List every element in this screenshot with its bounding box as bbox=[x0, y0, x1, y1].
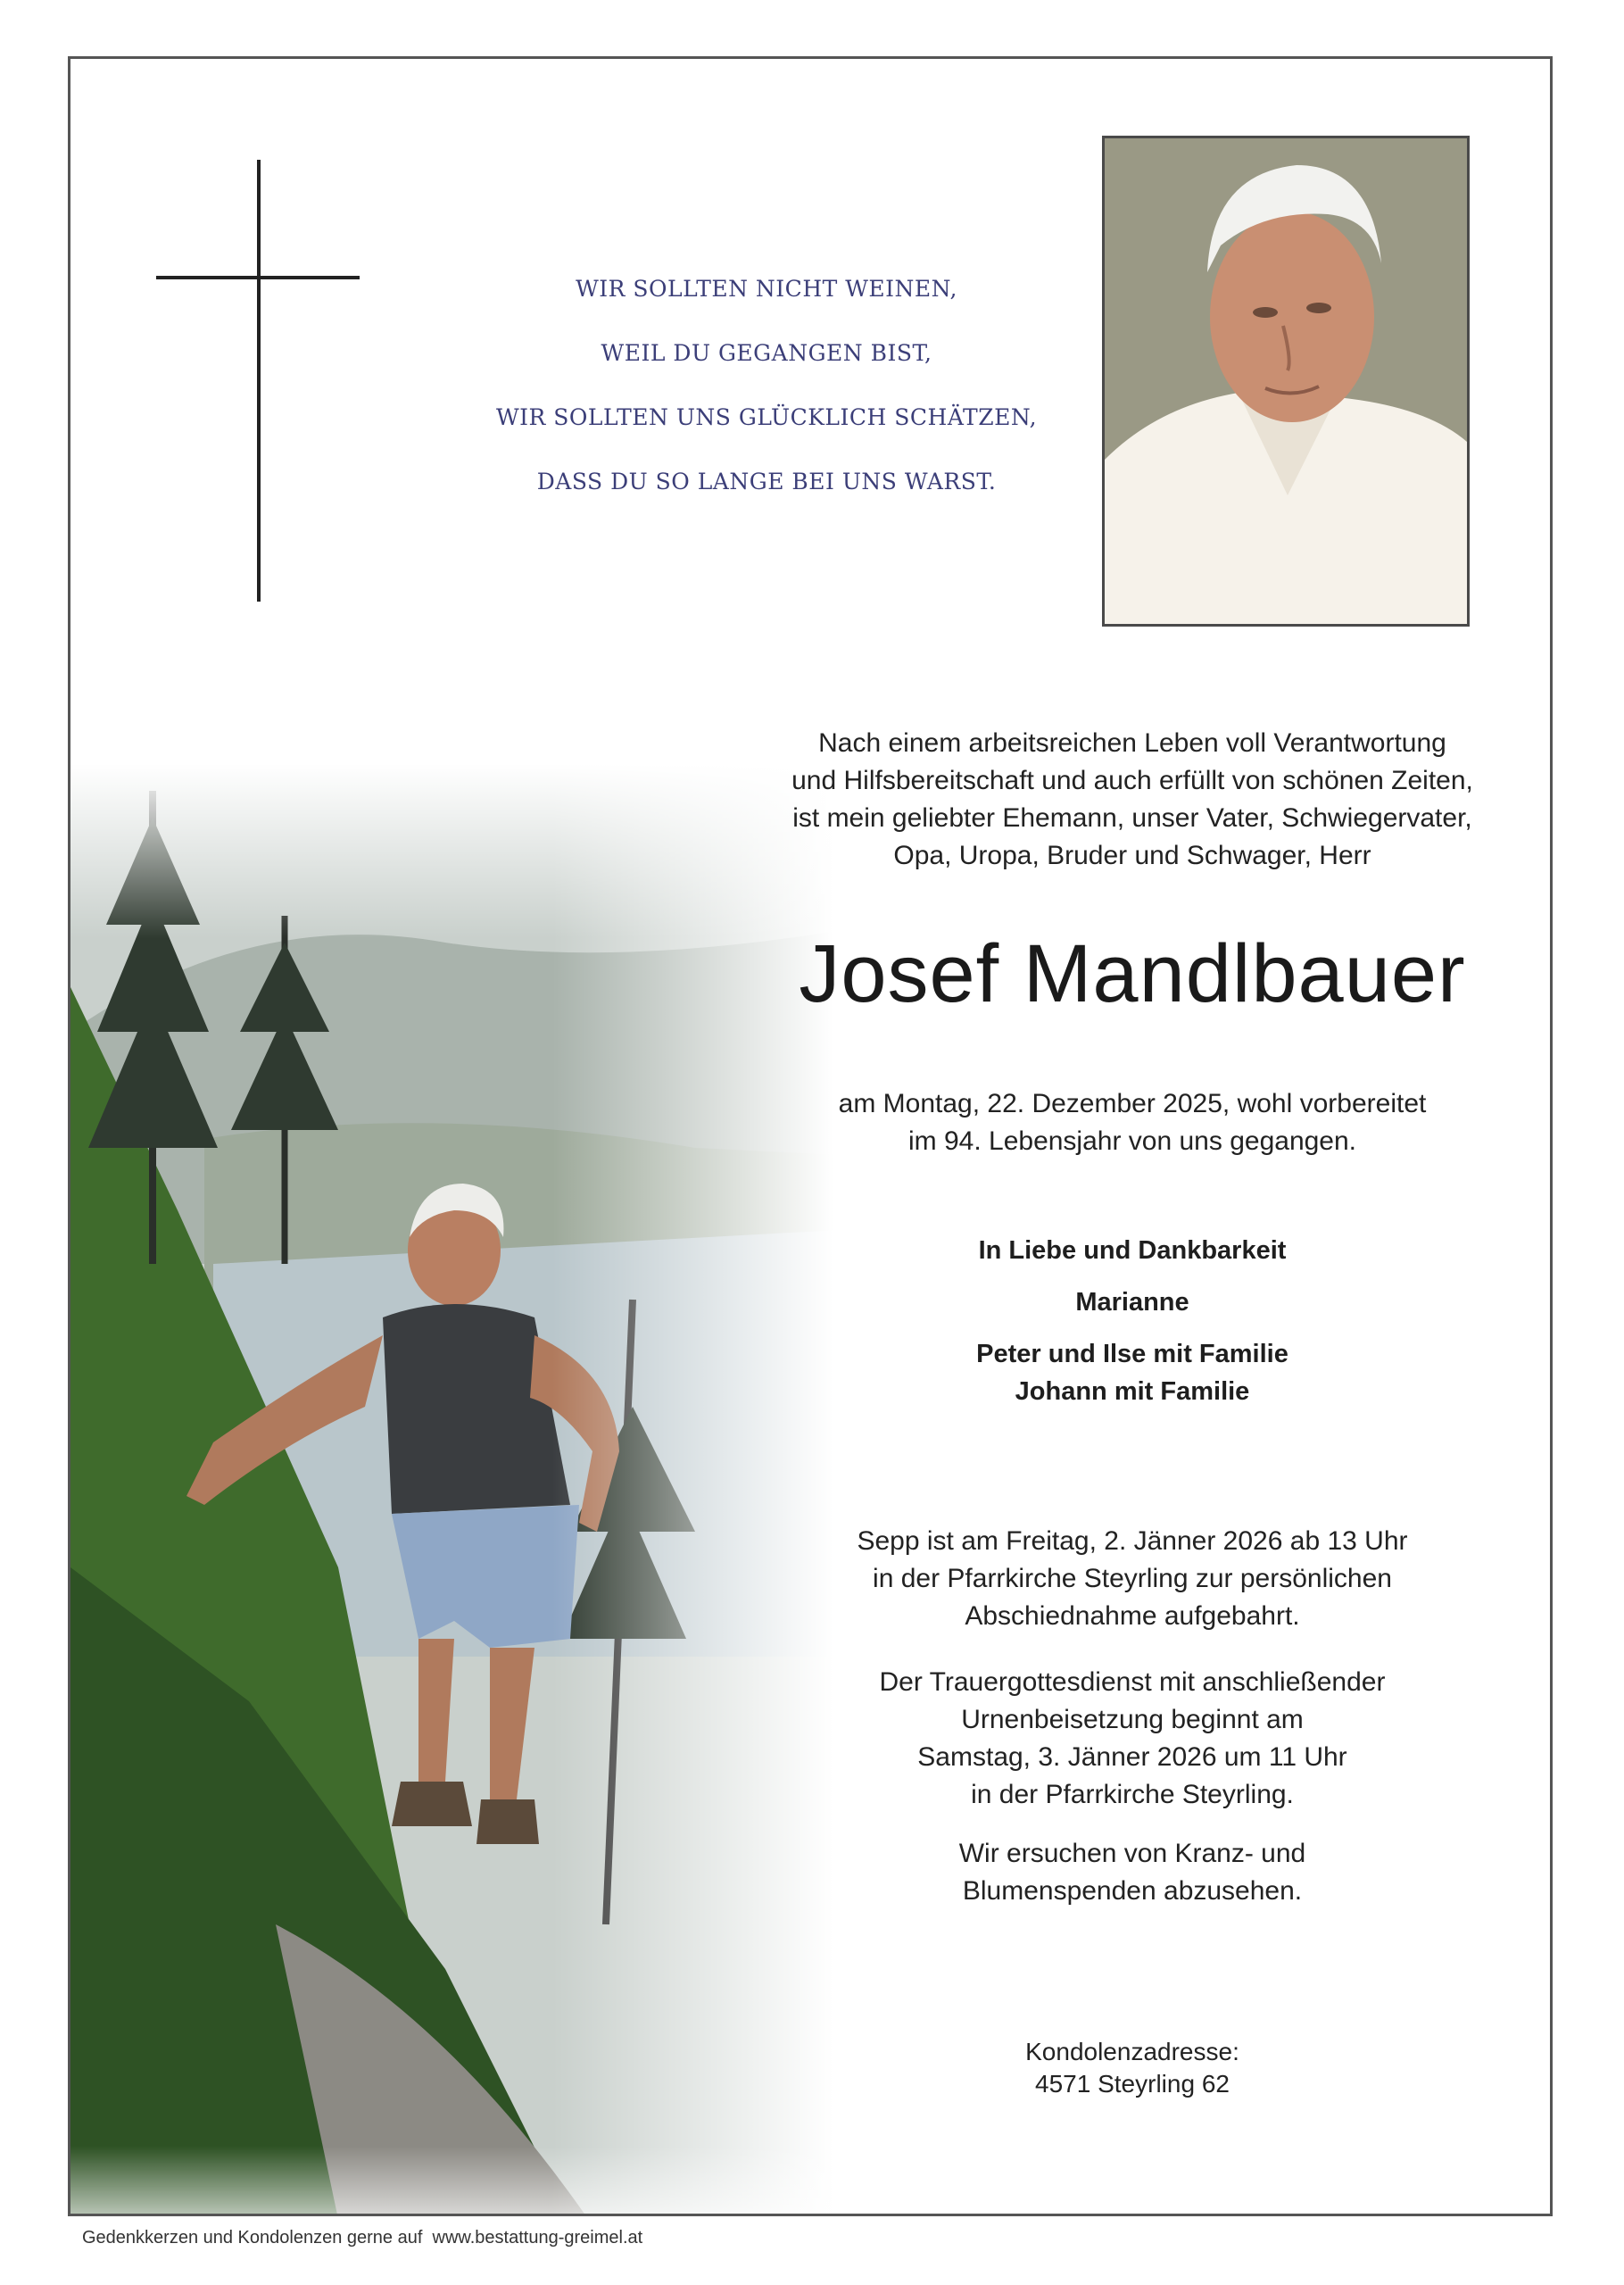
cross-symbol-horizontal bbox=[156, 276, 360, 279]
poem-line: WIR SOLLTEN UNS GLÜCKLICH SCHÄTZEN, bbox=[495, 404, 1038, 430]
viewing-line: Sepp ist am Freitag, 2. Jänner 2026 ab 13 Uhr bbox=[857, 1526, 1408, 1556]
condolence-label: Kondolenzadresse: bbox=[1025, 2038, 1239, 2065]
viewing-info bbox=[758, 1523, 1507, 1635]
portrait-photo bbox=[1102, 136, 1470, 627]
mourner-name: Marianne bbox=[1075, 1288, 1189, 1317]
obituary-frame bbox=[68, 56, 1553, 2216]
service-line: Urnenbeisetzung beginnt am bbox=[961, 1705, 1304, 1734]
condolence-address-value: 4571 Steyrling 62 bbox=[1035, 2070, 1230, 2098]
hiking-photo bbox=[70, 764, 874, 2216]
poem-line: WIR SOLLTEN NICHT WEINEN, bbox=[576, 276, 957, 302]
death-notice-line: im 94. Lebensjahr von uns gegangen. bbox=[907, 1126, 1357, 1156]
flower-request bbox=[758, 1835, 1507, 1910]
memorial-poem bbox=[454, 257, 1079, 514]
mourner-name: Johann mit Familie bbox=[1015, 1377, 1250, 1406]
intro-line: Opa, Uropa, Bruder und Schwager, Herr bbox=[893, 841, 1371, 870]
service-line: in der Pfarrkirche Steyrling. bbox=[971, 1780, 1294, 1809]
request-line: Wir ersuchen von Kranz- und bbox=[958, 1839, 1306, 1868]
service-info bbox=[758, 1664, 1507, 1814]
mourners-block bbox=[758, 1232, 1507, 1410]
deceased-name: Josef Mandlbauer bbox=[799, 928, 1466, 1019]
intro-line: ist mein geliebter Ehemann, unser Vater, Schwiegervater, bbox=[792, 803, 1472, 833]
service-line: Samstag, 3. Jänner 2026 um 11 Uhr bbox=[917, 1742, 1347, 1772]
viewing-line: in der Pfarrkirche Steyrling zur persönlichen bbox=[873, 1564, 1392, 1593]
request-line: Blumenspenden abzusehen. bbox=[962, 1876, 1303, 1906]
death-notice bbox=[758, 1085, 1507, 1160]
intro-line: Nach einem arbeitsreichen Leben voll Verantwortung bbox=[818, 728, 1446, 758]
condolence-address bbox=[758, 2036, 1507, 2100]
poem-line: DASS DU SO LANGE BEI UNS WARST. bbox=[536, 469, 997, 494]
death-notice-line: am Montag, 22. Dezember 2025, wohl vorbereitet bbox=[838, 1089, 1427, 1118]
poem-line: WEIL DU GEGANGEN BIST, bbox=[601, 340, 932, 366]
cross-symbol-vertical bbox=[257, 160, 261, 602]
mourners-heading: In Liebe und Dankbarkeit bbox=[978, 1236, 1287, 1265]
mourner-name: Peter und Ilse mit Familie bbox=[976, 1340, 1288, 1368]
footer-note: Gedenkkerzen und Kondolenzen gerne auf www.bestattung-greimel.at bbox=[82, 2228, 643, 2248]
intro-text bbox=[758, 725, 1507, 875]
service-line: Der Trauergottesdienst mit anschließender bbox=[879, 1667, 1386, 1697]
intro-line: und Hilfsbereitschaft und auch erfüllt von schönen Zeiten, bbox=[791, 766, 1473, 795]
viewing-line: Abschiednahme aufgebahrt. bbox=[965, 1601, 1300, 1631]
